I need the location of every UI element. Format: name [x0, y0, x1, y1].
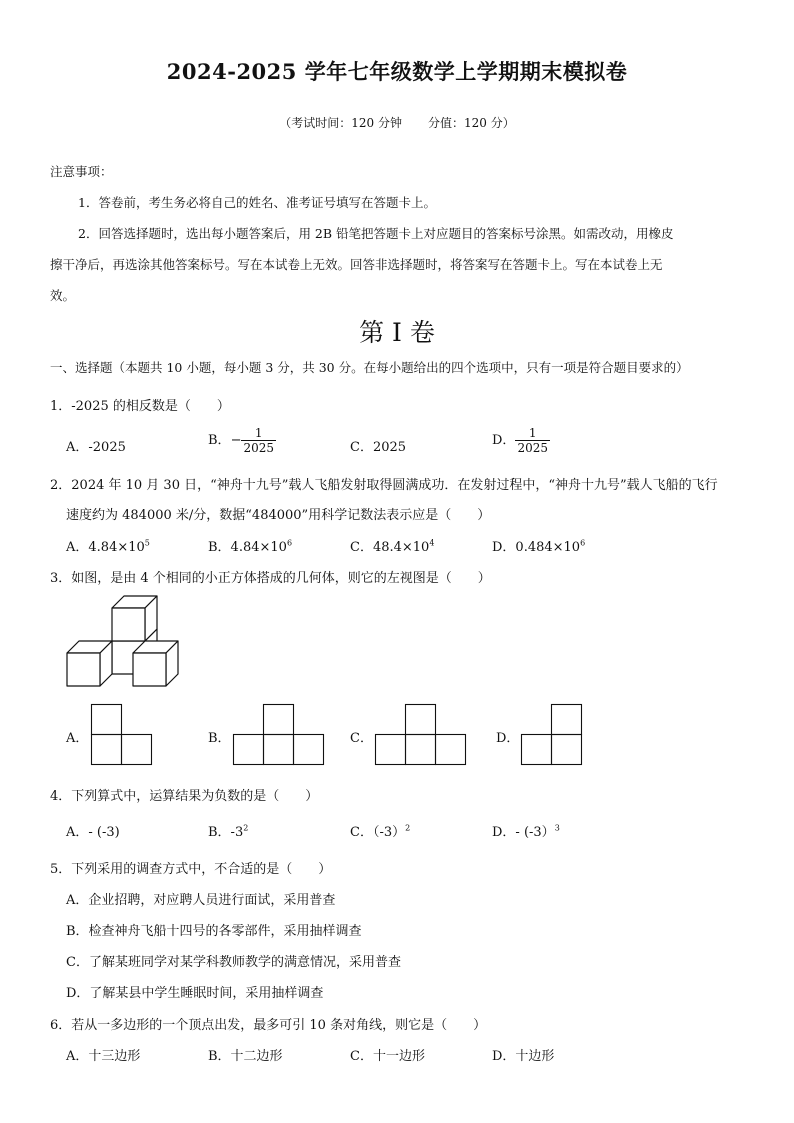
q1-d-denominator: 2025 [517, 441, 548, 455]
q2-option-c [350, 536, 434, 555]
cube-top [112, 596, 157, 641]
page-title: 2024-2025 学年七年级数学上学期期末模拟卷 [166, 59, 628, 84]
q2-option-d [492, 536, 585, 555]
q4-option-c-base: C．（-3） [350, 825, 406, 840]
q4-stem: 4．下列算式中，运算结果为负数的是（ ） [50, 789, 319, 804]
q3-option-d-label: D． [496, 731, 520, 746]
q1-option-b-sign: − [230, 433, 242, 448]
q1-option-d-label: D． [492, 433, 516, 448]
q2-option-c-base: C．48.4×10 [350, 540, 430, 555]
q5-option-d: D．了解某县中学生睡眠时间，采用抽样调查 [66, 986, 324, 1001]
q4-option-d-exp: 3 [554, 823, 560, 833]
notice-item-2-line1: 2．回答选择题时，选出每小题答案后，用 2B 铅笔把答题卡上对应题目的答案标号涂黑。如需改动，用橡皮 [78, 226, 674, 241]
cube-left [67, 641, 112, 686]
q1-option-c: C．2025 [350, 440, 407, 455]
q5-stem: 5．下列采用的调查方式中，不合适的是（ ） [50, 862, 332, 877]
q4-option-b [208, 821, 248, 840]
q3-option-a-label: A． [66, 731, 89, 746]
notice-item-2-line2: 擦干净后，再选涂其他答案标号。写在本试卷上无效。回答非选择题时，将答案写在答题卡上。写在本试卷上无 [50, 257, 663, 272]
q4-option-c [350, 821, 410, 840]
q1-stem: 1．-2025 的相反数是（ ） [50, 399, 230, 414]
q6-option-d: D．十边形 [492, 1049, 555, 1064]
q3-option-b-view [233, 704, 325, 766]
q2-option-a-base: A．4.84×10 [66, 540, 145, 555]
q5-option-b: B．检查神舟飞船十四号的各零部件，采用抽样调查 [66, 924, 362, 939]
q2-option-d-exp: 6 [580, 538, 586, 548]
q1-b-numerator: 1 [241, 426, 276, 441]
q6-option-c: C．十一边形 [350, 1049, 425, 1064]
q4-option-d [492, 821, 560, 840]
exam-info [0, 114, 794, 131]
q2-stem-line2: 速度约为 484000 米/分，数据“484000”用科学记数法表示应是（ ） [66, 508, 491, 523]
q3-option-c-view [375, 704, 467, 766]
notice-item-1: 1．答卷前，考生务必将自己的姓名、准考证号填写在答题卡上。 [78, 195, 436, 210]
q2-option-d-base: D．0.484×10 [492, 540, 581, 555]
q3-stem: 3．如图，是由 4 个相同的小正方体搭成的几何体，则它的左视图是（ ） [50, 571, 491, 586]
q1-option-d [492, 426, 550, 455]
part-one-heading: 一、选择题（本题共 10 小题，每小题 3 分，共 30 分。在每小题给出的四个选项中，只有一项是符合题目要求的） [50, 360, 689, 375]
q4-option-b-exp: 2 [243, 823, 249, 833]
q3-option-a-view [91, 704, 153, 766]
notice-heading: 注意事项： [50, 164, 113, 179]
exam-time: （考试时间：120 分钟 [279, 116, 402, 130]
cube-figure [64, 594, 180, 688]
q6-option-b: B．十二边形 [208, 1049, 283, 1064]
q2-option-b-exp: 6 [286, 538, 293, 548]
q3-option-c-label: C． [350, 731, 373, 746]
q1-option-b-label: B． [208, 433, 231, 448]
q1-d-numerator: 1 [515, 426, 550, 441]
q2-option-a-exp: 5 [144, 538, 150, 548]
q5-option-c: C．了解某班同学对某学科教师教学的满意情况，采用普查 [66, 955, 401, 970]
exam-score: 分值：120 分） [428, 116, 515, 130]
q3-option-d-view [521, 704, 583, 766]
q1-option-d-fraction [515, 426, 550, 455]
q1-option-a: A．-2025 [66, 440, 126, 455]
q2-option-b-base: B．4.84×10 [208, 540, 287, 555]
q4-option-c-exp: 2 [405, 823, 411, 833]
q4-option-a: A．- (-3) [66, 825, 120, 840]
q1-option-b [208, 426, 276, 455]
q3-option-b-label: B． [208, 731, 231, 746]
q6-stem: 6．若从一多边形的一个顶点出发，最多可引 10 条对角线，则它是（ ） [50, 1018, 487, 1033]
q5-option-a: A．企业招聘，对应聘人员进行面试，采用普查 [66, 893, 336, 908]
q2-option-a [66, 536, 150, 555]
q4-option-b-base: B．-3 [208, 825, 244, 840]
q2-stem-line1: 2．2024 年 10 月 30 日，“神舟十九号”载人飞船发射取得圆满成功．在发射过程中，“神舟十九号”载人飞船的飞行 [50, 478, 718, 493]
q6-option-a: A．十三边形 [66, 1049, 141, 1064]
q1-b-denominator: 2025 [243, 441, 275, 455]
notice-item-2-line3: 效。 [50, 288, 76, 303]
q2-option-b [208, 536, 292, 555]
q4-option-d-base: D．- (-3） [492, 825, 555, 840]
q1-option-b-fraction [241, 426, 276, 455]
section-title: 第 I 卷 [359, 318, 435, 347]
cube-right [133, 641, 178, 686]
q2-option-c-exp: 4 [429, 538, 435, 548]
